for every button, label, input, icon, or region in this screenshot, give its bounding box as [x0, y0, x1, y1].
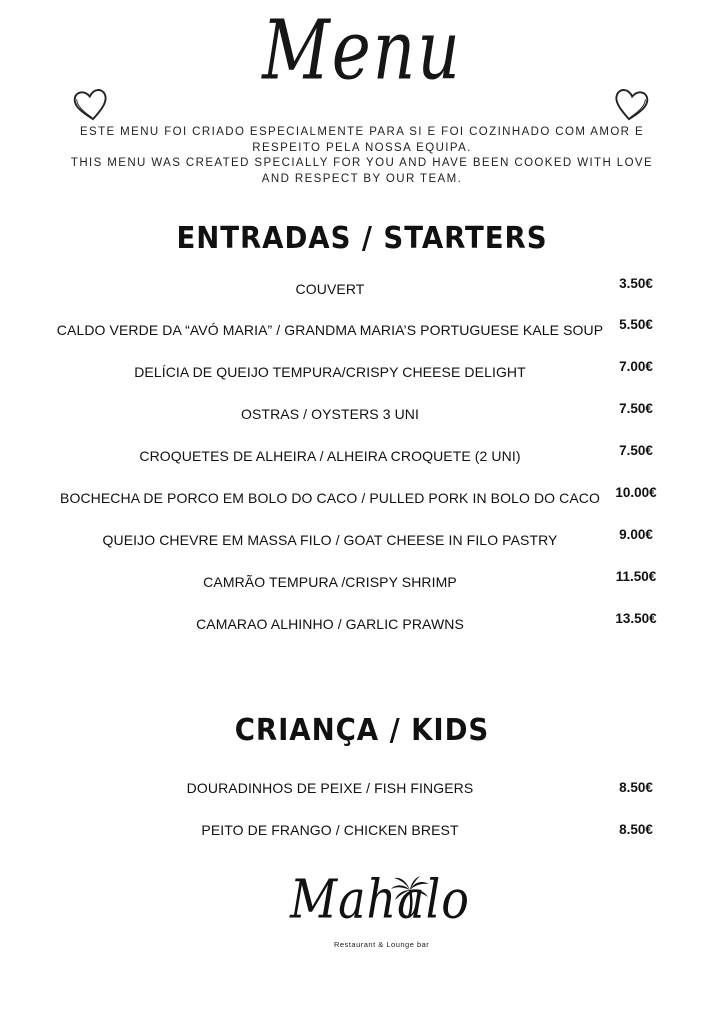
- item-price: 3.50€: [619, 276, 653, 291]
- intro-en-line-2: AND RESPECT BY OUR TEAM.: [261, 172, 463, 185]
- item-price: 9.00€: [619, 527, 653, 542]
- item-name: QUEIJO CHEVRE EM MASSA FILO / GOAT CHEESE IN FILO PASTRY: [102, 532, 558, 548]
- menu-item: [0, 527, 724, 556]
- item-name: BOCHECHA DE PORCO EM BOLO DO CACO / PULLED PORK IN BOLO DO CACO: [60, 490, 600, 506]
- intro-pt-line-2: RESPEITO PELA NOSSA EQUIPA.: [252, 141, 472, 154]
- item-price: 8.50€: [619, 822, 653, 837]
- menu-item: [0, 780, 724, 804]
- item-name: CROQUETES DE ALHEIRA / ALHEIRA CROQUETE (2 UNI): [139, 448, 521, 464]
- logo-name: Mahalo: [290, 867, 470, 931]
- intro-text: [70, 125, 654, 187]
- item-price: 13.50€: [615, 611, 657, 626]
- menu-item: [0, 569, 724, 598]
- item-price: 7.50€: [619, 401, 653, 416]
- item-name: PEITO DE FRANGO / CHICKEN BREST: [201, 822, 459, 838]
- item-price: 7.50€: [619, 443, 653, 458]
- item-price: 10.00€: [615, 485, 657, 500]
- restaurant-logo: [290, 867, 470, 960]
- item-price: 5.50€: [619, 317, 653, 332]
- item-name: CALDO VERDE DA “AVÓ MARIA” / GRANDMA MARIA’S PORTUGUESE KALE SOUP: [56, 322, 604, 338]
- menu-item: [0, 443, 724, 472]
- item-name: OSTRAS / OYSTERS 3 UNI: [240, 406, 419, 422]
- menu-item: [0, 276, 724, 305]
- item-name: COUVERT: [295, 281, 365, 297]
- item-name: DELÍCIA DE QUEIJO TEMPURA/CRISPY CHEESE DELIGHT: [134, 364, 526, 380]
- logo-subtitle: Restaurant & Lounge bar: [334, 940, 430, 949]
- palm-tree-icon: [390, 876, 430, 918]
- intro-en-line-1: THIS MENU WAS CREATED SPECIALLY FOR YOU AND HAVE BEEN COOKED WITH LOVE: [70, 157, 654, 169]
- heart-icon: [70, 84, 113, 127]
- menu-item: [0, 401, 724, 430]
- heart-icon: [610, 84, 653, 127]
- item-name: CAMRÃO TEMPURA /CRISPY SHRIMP: [203, 574, 457, 590]
- item-price: 7.00€: [619, 359, 653, 374]
- item-name: DOURADINHOS DE PEIXE / FISH FINGERS: [186, 780, 474, 796]
- item-name: CAMARAO ALHINHO / GARLIC PRAWNS: [196, 616, 464, 632]
- page-title: Menu: [262, 2, 462, 99]
- section-title-kids: CRIANÇA / KIDS: [234, 713, 490, 748]
- item-price: 11.50€: [615, 569, 657, 584]
- menu-item: [0, 611, 724, 640]
- menu-item: [0, 485, 724, 514]
- intro-pt-line-1: ESTE MENU FOI CRIADO ESPECIALMENTE PARA SI E FOI COZINHADO COM AMOR E: [79, 126, 645, 138]
- menu-item: [0, 822, 724, 846]
- section-title-starters: ENTRADAS / STARTERS: [176, 221, 548, 256]
- item-price: 8.50€: [619, 780, 653, 795]
- menu-item: [0, 359, 724, 388]
- menu-item: [0, 317, 724, 346]
